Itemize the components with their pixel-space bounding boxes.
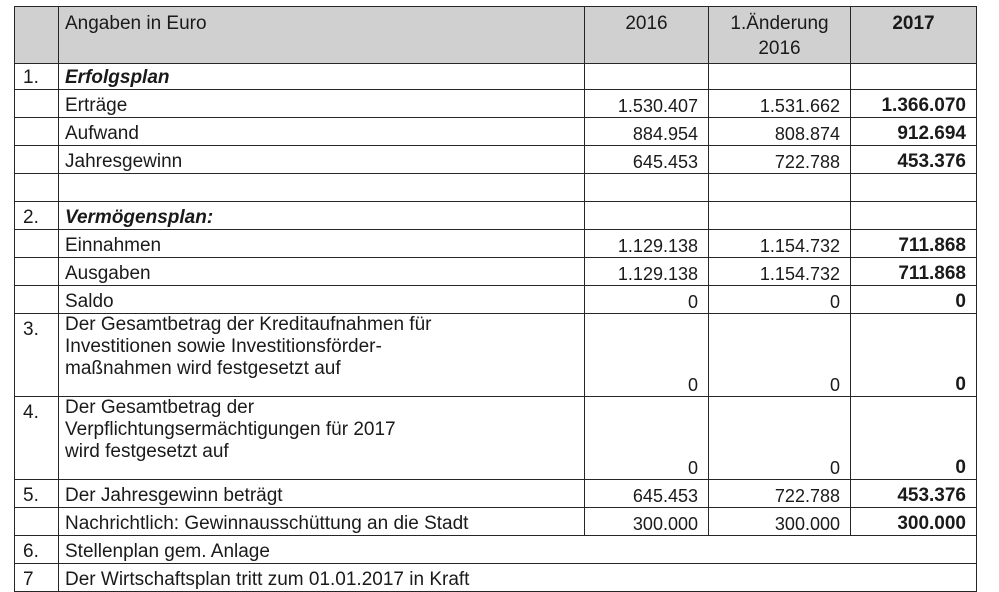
value-2017: 453.376 [851, 146, 977, 174]
row-label: Nachrichtlich: Gewinnausschüttung an die Stadt [59, 508, 585, 536]
value-aenderung: 0 [709, 286, 851, 314]
value-2016 [585, 64, 709, 90]
value-aenderung: 1.531.662 [709, 90, 851, 118]
value-2016: 0 [585, 314, 709, 397]
table-row [15, 314, 977, 397]
value-aenderung: 808.874 [709, 118, 851, 146]
row-nr: 5. [15, 480, 59, 508]
row-nr [15, 174, 59, 202]
row-label: Stellenplan gem. Anlage [59, 536, 977, 564]
row-label-line: maßnahmen wird festgesetzt auf [65, 358, 341, 379]
value-2016: 645.453 [585, 480, 709, 508]
row-nr: 3. [15, 314, 59, 397]
header-col-2017: 2017 [851, 7, 977, 64]
row-label-line: wird festgesetzt auf [65, 441, 229, 462]
value-2017 [851, 64, 977, 90]
row-label-line: Der Gesamtbetrag der [65, 397, 255, 418]
value-2016 [585, 202, 709, 230]
section-title-vermoegensplan: Vermögensplan: [59, 202, 585, 230]
value-aenderung [709, 174, 851, 202]
row-nr [15, 286, 59, 314]
row-label [59, 397, 585, 480]
header-label: Angaben in Euro [59, 7, 585, 64]
table-row [15, 286, 977, 314]
value-2016: 645.453 [585, 146, 709, 174]
value-2017: 0 [851, 314, 977, 397]
table-row [15, 230, 977, 258]
row-label [59, 314, 585, 397]
value-2016: 0 [585, 286, 709, 314]
value-aenderung [709, 64, 851, 90]
value-2017: 1.366.070 [851, 90, 977, 118]
row-nr: 6. [15, 536, 59, 564]
table-row [15, 146, 977, 174]
row-label: Jahresgewinn [59, 146, 585, 174]
header-col-aenderung [709, 7, 851, 64]
table-row [15, 258, 977, 286]
table-row [15, 480, 977, 508]
row-nr: 4. [15, 397, 59, 480]
table-row [15, 118, 977, 146]
row-nr [15, 118, 59, 146]
value-2016 [585, 174, 709, 202]
value-2017: 300.000 [851, 508, 977, 536]
row-label-line: Investitionen sowie Investitionsförder- [65, 336, 382, 357]
header-col-aenderung-line1: 1.Änderung [730, 13, 829, 34]
value-2017: 711.868 [851, 258, 977, 286]
value-2016: 0 [585, 397, 709, 480]
row-label: Der Jahresgewinn beträgt [59, 480, 585, 508]
table-row [15, 508, 977, 536]
value-aenderung: 722.788 [709, 146, 851, 174]
row-nr [15, 90, 59, 118]
row-nr [15, 258, 59, 286]
section-title-erfolgsplan: Erfolgsplan [59, 64, 585, 90]
row-label-line: Der Gesamtbetrag der Kreditaufnahmen für [65, 314, 432, 335]
table-row [15, 202, 977, 230]
value-2017: 711.868 [851, 230, 977, 258]
value-2017 [851, 202, 977, 230]
row-nr: 1. [15, 64, 59, 90]
row-label: Einnahmen [59, 230, 585, 258]
row-nr: 7 [15, 564, 59, 592]
row-nr [15, 230, 59, 258]
value-aenderung: 0 [709, 314, 851, 397]
value-2016: 300.000 [585, 508, 709, 536]
value-2017: 0 [851, 397, 977, 480]
header-row [15, 7, 977, 64]
value-2017 [851, 174, 977, 202]
header-col-2016: 2016 [585, 7, 709, 64]
table-row [15, 90, 977, 118]
value-2017: 912.694 [851, 118, 977, 146]
value-aenderung: 1.154.732 [709, 230, 851, 258]
value-2016: 1.129.138 [585, 258, 709, 286]
value-2016: 1.129.138 [585, 230, 709, 258]
row-label: Saldo [59, 286, 585, 314]
row-label: Ausgaben [59, 258, 585, 286]
value-2017: 0 [851, 286, 977, 314]
value-aenderung: 300.000 [709, 508, 851, 536]
value-aenderung: 1.154.732 [709, 258, 851, 286]
value-aenderung: 722.788 [709, 480, 851, 508]
row-label-line: Verpflichtungsermächtigungen für 2017 [65, 419, 396, 440]
row-label: Erträge [59, 90, 585, 118]
row-nr [15, 508, 59, 536]
value-aenderung: 0 [709, 397, 851, 480]
row-label: Aufwand [59, 118, 585, 146]
wirtschaftsplan-table [14, 6, 977, 592]
row-nr: 2. [15, 202, 59, 230]
header-col-aenderung-line2: 2016 [758, 38, 801, 59]
table-row [15, 536, 977, 564]
value-2016: 1.530.407 [585, 90, 709, 118]
row-nr [15, 146, 59, 174]
table-row [15, 564, 977, 592]
table-row [15, 64, 977, 90]
value-2016: 884.954 [585, 118, 709, 146]
row-label: Der Wirtschaftsplan tritt zum 01.01.2017 in Kraft [59, 564, 977, 592]
row-label [59, 174, 585, 202]
blank-row [15, 174, 977, 202]
table-row [15, 397, 977, 480]
value-2017: 453.376 [851, 480, 977, 508]
header-nr-cell [15, 7, 59, 64]
value-aenderung [709, 202, 851, 230]
